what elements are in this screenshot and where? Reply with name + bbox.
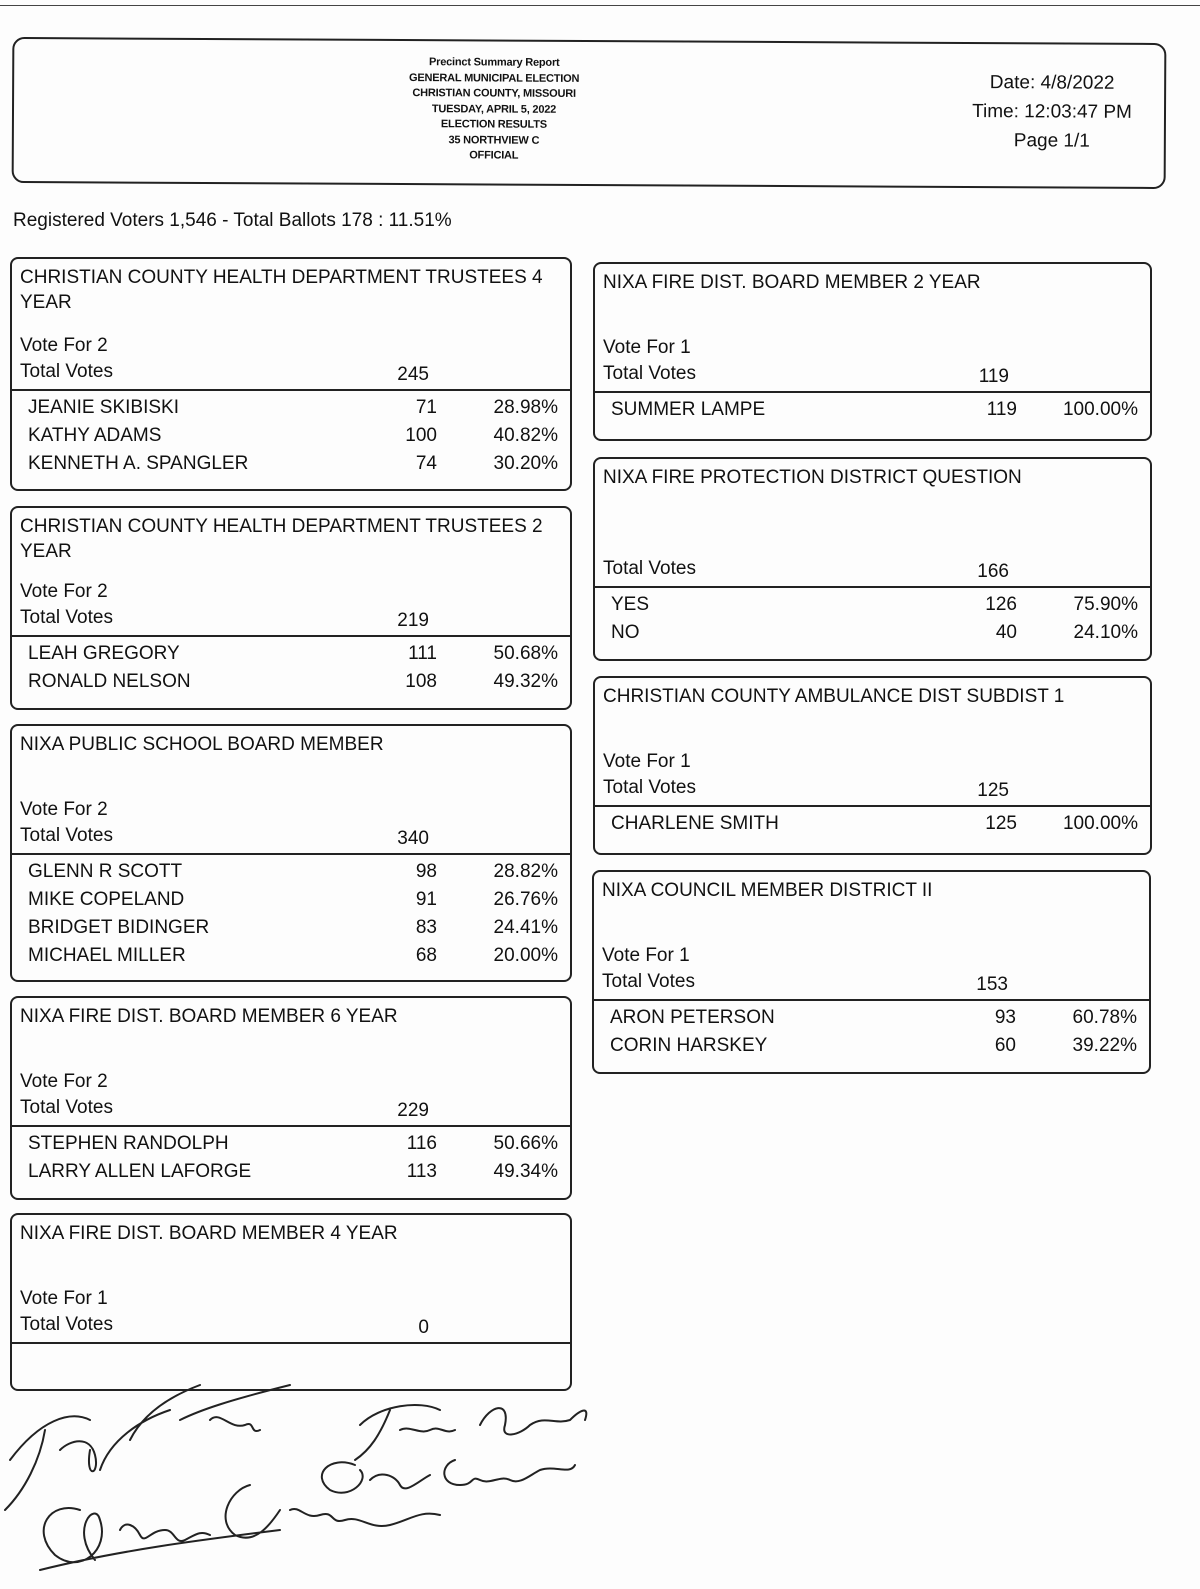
signature-4 (40, 1485, 440, 1570)
candidate-percent: 28.82% (493, 861, 558, 882)
contest-divider (595, 391, 1150, 393)
candidate-row (12, 1130, 570, 1158)
candidate-percent: 20.00% (493, 945, 558, 966)
contest-divider (12, 1342, 570, 1344)
candidate-name: MICHAEL MILLER (28, 945, 186, 966)
total-votes-value: 229 (397, 1100, 429, 1121)
candidate-percent: 75.90% (1073, 594, 1138, 615)
candidate-votes: 100 (405, 425, 437, 446)
candidate-name: RONALD NELSON (28, 671, 191, 692)
total-votes-label: Total Votes (602, 971, 695, 992)
candidate-votes: 71 (415, 397, 437, 418)
vote-for-label: Vote For 2 (20, 581, 108, 602)
candidate-row (12, 1158, 570, 1186)
contest-divider (12, 1125, 570, 1127)
total-votes-value: 0 (418, 1317, 429, 1338)
total-votes-label: Total Votes (20, 607, 113, 628)
contest-divider (594, 999, 1149, 1001)
candidate-name: STEPHEN RANDOLPH (28, 1133, 229, 1154)
report-title: Precinct Summary Report (428, 56, 560, 69)
candidate-row (12, 422, 570, 450)
contest-box (592, 870, 1151, 1074)
candidate-percent: 100.00% (1062, 813, 1138, 834)
candidate-votes: 83 (415, 917, 437, 938)
candidate-votes: 60 (994, 1035, 1016, 1056)
total-votes-label: Total Votes (20, 361, 113, 382)
candidate-name: CHARLENE SMITH (611, 813, 779, 834)
vote-for-label: Vote For 1 (603, 337, 691, 358)
vote-for-label: Vote For 1 (602, 945, 690, 966)
contest-box (10, 724, 572, 982)
candidate-percent: 40.82% (493, 425, 558, 446)
total-votes-value: 119 (978, 366, 1009, 387)
candidate-votes: 111 (408, 643, 437, 664)
contest-divider (595, 586, 1150, 588)
candidate-name: JEANIE SKIBISKI (28, 397, 179, 418)
vote-for-label: Vote For 2 (20, 335, 108, 356)
contest-divider (595, 805, 1150, 807)
vote-for-label: Vote For 1 (603, 751, 691, 772)
contest-box (10, 1213, 572, 1391)
candidate-votes: 93 (994, 1007, 1016, 1028)
contest-title: NIXA FIRE DIST. BOARD MEMBER 6 YEAR (20, 1006, 398, 1027)
contest-title: NIXA PUBLIC SCHOOL BOARD MEMBER (20, 734, 384, 755)
registered-voters-summary: Registered Voters 1,546 - Total Ballots 178 : 11.51% (13, 210, 452, 231)
precinct-name: 35 NORTHVIEW C (448, 133, 540, 147)
candidate-name: KATHY ADAMS (28, 425, 162, 446)
candidate-name: MIKE COPELAND (28, 889, 185, 910)
signature-3 (322, 1460, 575, 1493)
candidate-percent: 100.00% (1062, 399, 1138, 420)
candidate-percent: 49.32% (493, 671, 558, 692)
contest-box (10, 996, 572, 1200)
contest-title: NIXA FIRE DIST. BOARD MEMBER 2 YEAR (603, 272, 981, 293)
candidate-name: SUMMER LAMPE (611, 399, 766, 420)
official-label: OFFICIAL (469, 149, 519, 162)
election-name: GENERAL MUNICIPAL ELECTION (409, 71, 580, 85)
signature-2 (355, 1405, 586, 1460)
contest-title: CHRISTIAN COUNTY AMBULANCE DIST SUBDIST 1 (603, 686, 1065, 707)
candidate-percent: 39.22% (1072, 1035, 1137, 1056)
total-votes-value: 125 (977, 780, 1009, 801)
contest-title: NIXA COUNCIL MEMBER DISTRICT II (602, 880, 933, 901)
report-title-block (374, 55, 615, 165)
candidate-row (595, 619, 1150, 647)
vote-for-label: Vote For 1 (20, 1288, 108, 1309)
candidate-votes: 91 (415, 889, 437, 910)
county-name: CHRISTIAN COUNTY, MISSOURI (412, 87, 576, 100)
total-votes-value: 340 (397, 828, 429, 849)
contest-box (593, 676, 1152, 855)
contest-divider (12, 853, 570, 855)
candidate-percent: 50.68% (493, 643, 558, 664)
contest-box (10, 506, 572, 710)
candidate-votes: 40 (995, 622, 1017, 643)
candidate-votes: 98 (415, 861, 437, 882)
candidate-row (595, 396, 1150, 424)
top-rule (0, 5, 1200, 6)
candidate-percent: 50.66% (493, 1133, 558, 1154)
vote-for-label: Vote For 2 (20, 1071, 108, 1092)
candidate-votes: 116 (406, 1133, 437, 1154)
report-meta (952, 68, 1152, 156)
candidate-votes: 68 (415, 945, 437, 966)
report-date: Date: 4/8/2022 (989, 72, 1115, 94)
page-number: Page 1/1 (1013, 130, 1090, 152)
candidate-votes: 126 (985, 594, 1017, 615)
vote-for-label: Vote For 2 (20, 799, 108, 820)
contest-box (10, 257, 572, 491)
signature-1 (5, 1385, 290, 1510)
candidate-votes: 113 (406, 1161, 437, 1182)
candidate-row (595, 810, 1150, 838)
candidate-row (594, 1004, 1149, 1032)
candidate-row (12, 394, 570, 422)
candidate-row (12, 858, 570, 886)
total-votes-value: 166 (977, 561, 1009, 582)
candidate-name: GLENN R SCOTT (28, 861, 183, 882)
candidate-votes: 74 (415, 453, 437, 474)
contest-title: NIXA FIRE PROTECTION DISTRICT QUESTION (603, 467, 1022, 488)
contest-title: CHRISTIAN COUNTY HEALTH DEPARTMENT TRUSTEES 2 YEAR (20, 516, 543, 562)
total-votes-value: 153 (976, 974, 1008, 995)
total-votes-label: Total Votes (603, 777, 696, 798)
contest-box (593, 457, 1152, 661)
total-votes-label: Total Votes (603, 363, 696, 384)
contest-divider (12, 635, 570, 637)
candidate-row (12, 914, 570, 942)
candidate-percent: 60.78% (1072, 1007, 1137, 1028)
candidate-percent: 26.76% (493, 889, 558, 910)
candidate-row (12, 942, 570, 970)
candidate-name: NO (611, 622, 640, 643)
signatures (0, 1380, 620, 1580)
contest-box (593, 262, 1152, 441)
total-votes-label: Total Votes (20, 1314, 113, 1335)
candidate-name: LARRY ALLEN LAFORGE (28, 1161, 252, 1182)
candidate-percent: 24.41% (493, 917, 558, 938)
candidate-row (12, 450, 570, 478)
contest-title: CHRISTIAN COUNTY HEALTH DEPARTMENT TRUSTEES 4 YEAR (20, 267, 543, 313)
results-label: ELECTION RESULTS (440, 118, 547, 131)
candidate-row (12, 640, 570, 668)
candidate-percent: 24.10% (1073, 622, 1138, 643)
report-header (12, 37, 1167, 189)
total-votes-label: Total Votes (20, 1097, 113, 1118)
candidate-row (595, 591, 1150, 619)
election-date: TUESDAY, APRIL 5, 2022 (431, 102, 557, 116)
total-votes-label: Total Votes (603, 558, 696, 579)
candidate-percent: 28.98% (493, 397, 558, 418)
total-votes-label: Total Votes (20, 825, 113, 846)
candidate-name: LEAH GREGORY (28, 643, 180, 664)
candidate-name: ARON PETERSON (610, 1007, 775, 1028)
candidate-votes: 125 (985, 813, 1017, 834)
candidate-percent: 49.34% (493, 1161, 558, 1182)
candidate-name: YES (611, 594, 650, 615)
candidate-name: CORIN HARSKEY (610, 1035, 768, 1056)
candidate-row (12, 668, 570, 696)
candidate-name: KENNETH A. SPANGLER (28, 453, 249, 474)
total-votes-value: 219 (397, 610, 429, 631)
contest-title: NIXA FIRE DIST. BOARD MEMBER 4 YEAR (20, 1223, 398, 1244)
candidate-name: BRIDGET BIDINGER (28, 917, 210, 938)
report-time: Time: 12:03:47 PM (972, 101, 1132, 123)
candidate-votes: 108 (405, 671, 437, 692)
contest-divider (12, 389, 570, 391)
candidate-row (594, 1032, 1149, 1060)
candidate-row (12, 886, 570, 914)
candidate-votes: 119 (986, 399, 1017, 420)
candidate-percent: 30.20% (493, 453, 558, 474)
total-votes-value: 245 (397, 364, 429, 385)
